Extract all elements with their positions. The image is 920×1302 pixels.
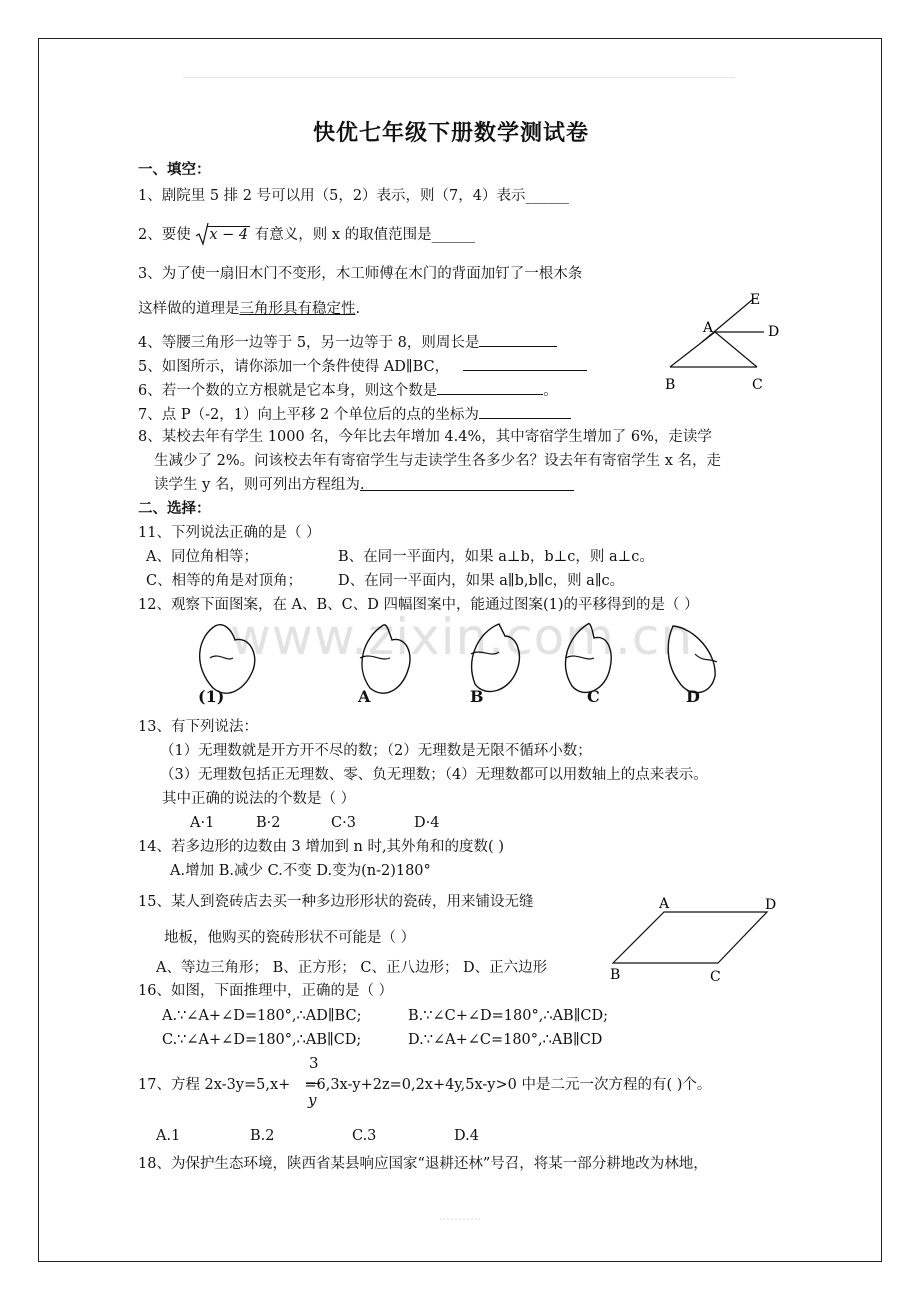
section-2-heading: 二、选择： [138, 500, 211, 517]
question-15-line-1: 15、某人到瓷砖店去买一种多边形形状的瓷砖，用来铺设无缝 [138, 894, 534, 910]
leaf-label-a: A [358, 687, 371, 706]
question-8-text: 读学生 y 名，则可列出方程组为 [154, 477, 360, 493]
question-11: 11、下列说法正确的是（ ） [138, 525, 321, 541]
question-17-option-c: C.3 [352, 1128, 377, 1144]
sqrt-radicand: x − 4 [209, 227, 249, 243]
label-A: A [703, 320, 714, 336]
question-11-option-d: D、在同一平面内，如果 a∥b,b∥c，则 a∥c。 [338, 573, 625, 589]
parallelogram-figure [605, 893, 790, 988]
leaf-label-b: B [470, 687, 484, 706]
question-8-line-3 [154, 476, 574, 494]
question-16-option-a: A.∵∠A+∠D=180°,∴AD∥BC; [162, 1008, 362, 1024]
fraction-numerator: 3 [309, 1054, 319, 1072]
question-2 [138, 226, 475, 244]
leaf-label-1: (1) [198, 687, 225, 706]
question-13-option-c: C·3 [331, 815, 356, 831]
leaf-shape-c [565, 624, 611, 693]
footer-mark [440, 1218, 480, 1220]
question-16-option-d: D.∵∠A+∠C=180°,∴AB∥CD [408, 1032, 603, 1048]
label-B: B [665, 377, 676, 393]
leaf-shape-a [360, 625, 410, 693]
question-17-option-b: B.2 [250, 1128, 275, 1144]
triangle-figure [660, 290, 790, 395]
page-title: 快优七年级下册数学测试卷 [313, 120, 590, 146]
question-17-option-a: A.1 [156, 1128, 181, 1144]
answer-blank [479, 404, 571, 419]
question-3-suffix: . [355, 301, 361, 317]
question-7 [138, 404, 571, 424]
leaf-label-d: D [686, 687, 700, 706]
question-17-suffix: =6,3x-y+2z=0,2x+4y,5x-y>0 中是二元一次方程的有( )个。 [304, 1077, 712, 1093]
question-15-options: A、等边三角形； B、正方形； C、正八边形； D、正六边形 [156, 960, 548, 976]
question-3-line-2 [138, 300, 360, 318]
question-3-prefix: 这样做的道理是 [138, 301, 240, 317]
question-16-option-b: B.∵∠C+∠D=180°,∴AB∥CD; [408, 1008, 608, 1024]
leaf-shape-d [668, 626, 717, 693]
question-4-text: 4、等腰三角形一边等于 5，另一边等于 8，则周长是 [138, 335, 480, 351]
question-5-text: 5、如图所示，请你添加一个条件使得 AD∥BC， [138, 359, 450, 375]
question-2-suffix: 有意义，则 x 的取值范围是______ [254, 227, 476, 243]
label-C: C [752, 377, 763, 393]
question-13-line-1: （1）无理数就是开方开不尽的数；（2）无理数是无限不循环小数； [160, 743, 592, 759]
fraction-bar [306, 1083, 320, 1084]
answer-blank [360, 476, 574, 491]
sqrt-sign-icon [195, 222, 209, 246]
question-8-line-1: 8、某校去年有学生 1000 名，今年比去年增加 4.4%，其中寄宿学生增加了 6%，走读学 [138, 429, 712, 445]
question-15-line-2: 地板，他购买的瓷砖形状不可能是（ ） [164, 930, 416, 946]
question-13-line-2: （3）无理数包括正无理数、零、负无理数；（4）无理数都可以用数轴上的点来表示。 [160, 767, 708, 783]
question-6 [138, 380, 558, 400]
section-1-heading: 一、填空： [138, 161, 211, 178]
question-4 [138, 332, 557, 352]
question-8-dot: . [359, 477, 365, 493]
question-3-answer: 三角形具有稳定性 [239, 301, 356, 317]
sqrt-expression [195, 226, 250, 244]
label-E: E [750, 292, 761, 308]
question-11-option-a: A、同位角相等； [146, 549, 258, 565]
question-16-option-c: C.∵∠A+∠D=180°,∴AB∥CD; [162, 1032, 362, 1048]
label-D: D [768, 324, 780, 340]
answer-blank [479, 332, 557, 347]
question-3-line-1: 3、为了使一扇旧木门不变形，木工师傅在木门的背面加钉了一根木条 [138, 266, 583, 282]
question-7-text: 7、点 P（-2，1）向上平移 2 个单位后的点的坐标为 [138, 407, 479, 423]
answer-blank [437, 380, 543, 395]
question-18: 18、为保护生态环境，陕西省某县响应国家“退耕还林”号召，将某一部分耕地改为林地， [138, 1156, 708, 1172]
question-1: 1、剧院里 5 排 2 号可以用（5，2）表示，则（7，4）表示______ [138, 188, 570, 204]
question-16: 16、如图，下面推理中，正确的是（ ） [138, 983, 394, 999]
leaf-label-c: C [587, 687, 600, 706]
question-11-option-c: C、相等的角是对顶角； [146, 573, 303, 589]
watermark: www.zixin.com.cn [230, 608, 694, 666]
leaf-shape-1 [200, 625, 255, 693]
question-17-option-d: D.4 [454, 1128, 479, 1144]
answer-blank [463, 356, 587, 371]
question-13-option-b: B·2 [256, 815, 281, 831]
question-17-prefix: 17、方程 2x-3y=5,x+ [138, 1077, 291, 1093]
question-13: 13、有下列说法： [138, 719, 258, 735]
question-12: 12、观察下面图案，在 A、B、C、D 四幅图案中，能通过图案(1)的平移得到的是（ ） [138, 597, 699, 613]
leaf-shape-b [471, 624, 519, 692]
question-17 [138, 1076, 711, 1094]
question-13-option-d: D·4 [414, 815, 440, 831]
question-14-options: A.增加 B.减少 C.不变 D.变为(n-2)180° [170, 863, 431, 879]
question-13-option-a: A·1 [190, 815, 215, 831]
label-A: A [659, 896, 670, 912]
header-rule [183, 77, 735, 78]
leaf-figures [160, 618, 760, 710]
question-13-line-3: 其中正确的说法的个数是（ ） [162, 791, 356, 807]
label-C: C [710, 969, 721, 985]
question-2-prefix: 2、要使 [138, 227, 191, 243]
question-5 [138, 356, 587, 376]
question-8-line-2: 生减少了 2%。问该校去年有寄宿学生与走读学生各多少名？设去年有寄宿学生 x 名，走 [154, 453, 722, 469]
question-11-option-b: B、在同一平面内，如果 a⊥b，b⊥c，则 a⊥c。 [338, 549, 654, 565]
question-14: 14、若多边形的边数由 3 增加到 n 时,其外角和的度数( ) [138, 839, 504, 855]
fraction-denominator: y [308, 1091, 317, 1109]
question-6-suffix: 。 [543, 383, 558, 399]
label-D: D [765, 897, 777, 913]
question-6-text: 6、若一个数的立方根就是它本身，则这个数是 [138, 383, 438, 399]
label-B: B [610, 967, 621, 983]
